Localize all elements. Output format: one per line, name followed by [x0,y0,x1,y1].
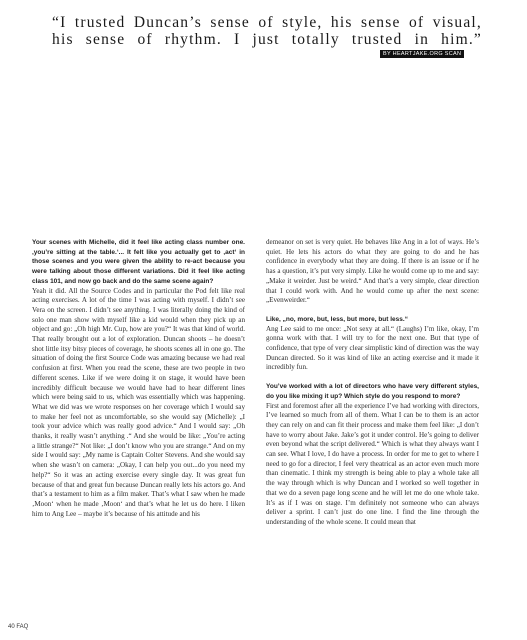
paragraph-gap [266,373,479,382]
left-column [32,238,245,519]
interview-answer-2: Ang Lee said to me once: „Not sexy at all.“ (Laughs) I’m like, okay, I’m gonna work with that. I will try to for the next one. But that type of confidence, that type of very clear simplistic kind of direction was the way Duncan directed. So it was kind of like an acting exercise and it made it incredibly fun. [266,324,479,372]
scan-watermark: BY HEARTJAKE.ORG SCAN [380,50,464,58]
interview-answer-1: Yeah it did. All the Source Codes and in particular the Pod felt like real acting exercises. A lot of the time I was acting with myself. I didn’t see Vera on the screen. I didn’t see anything. I was literally doing the kind of solo one man show with myself like a kid would when they pick up an object and go: „Oh high Mr. Cup, how are you?“ It was that kind of world. That really brought out a lot of exploration. Duncan shoots – he doesn’t shot little itsy bitsy pieces of coverage, he shoots scenes all in one go. The situation of doing the first Source Code was amazing because we had real confusion at first. When you read the scene, these are two people in two different scenes. Like if we were doing it on stage, it would have been incredibly difficult because we would have had to hear different lines which were being said to us, which was essentially which was happening. What we did was we wrote responses on her coverage which I would say to make her feel not as uncomfortable, so she would say (Michelle): „I took your advice which was really good advice.“ And I would say: „Oh thanks, it really wasn’t anything .“ And she would be like: „You’re acting a little strange?“ Not like: „I don’t know who you are strange.“ And on my side I would say: „My name is Captain Colter Stevens. And she would say when she wasn’t on camera: „Okay, I can help you out...do you need my help?“ So it was an acting exercise every single day. It was great fun because of that and great fun because Duncan really lets his actors go. And that’s a testament to him as a film maker. That’s what I saw when he made ‚Moon‘ when he made ‚Moon‘ and that’s what he let us do here. I liken him to Ang Lee – maybe it’s because of his attitude and his [32,286,245,518]
pull-quote-line-1: “I trusted Duncan’s sense of style, his sense of visual, [52,14,482,31]
page-folio: 40 FAQ [8,624,29,630]
pull-quote-line-2: his sense of rhythm. I just totally trusted in him.” [52,31,482,48]
interview-answer-1-continued: demeanor on set is very quiet. He behaves like Ang in a lot of ways. He’s quiet. He lets his actors do what they are going to do and he has confidence in everybody what they are doing. If there is an issue or if he has a question, it’s put very simply. Like he would come up to me and say: „Make it weirder. Just be weird.“ And that’s a very simple, clear direction that I could work with. And he would come up after the next scene: „Evenweirder.“ [266,238,479,305]
pull-quote [52,14,482,48]
right-column [266,238,479,528]
interview-question-2: Like, „no, more, but, less, but more, but less.“ [266,315,408,323]
interview-answer-3: First and foremost after all the experience I’ve had working with directors, I’ve learned so much from all of them. What I can be to them is an actor they can rely on and can fit their process and make them feel like: „I don’t have to worry about Jake. Jake’s got it under control. He’s going to deliver even beyond what the script delivered.“ Which is what they always want I can see. What I love, I do have a process. In order for me to get to where I need to go for a director, I feel very theatrical as an actor even much more than cinematic. I think my strength is being able to play a whole take all the way through which is why Duncan and I worked so well together in that we do a seven page long scene and he will let me do one whole take. It’s as if I was on stage. I’m definitely not someone who can always deliver a sprint. I can’t just do one line. I find the line through the understanding of the whole scene. It could mean that [266,401,479,526]
paragraph-gap [266,306,479,315]
interview-question-1: Your scenes with Michelle, did it feel like acting class number one. ‚you’re sitting at the table.‘... It felt like you actually get to ‚act‘ in those scenes and you were given the ability to re-act because you were talking about those different variations. Did it feel like acting class 101, and now go back and do the same scene again? [32,239,245,285]
interview-question-3: You’ve worked with a lot of directors who have very different styles, do you like mixing it up? Which style do you respond to more? [266,383,479,400]
